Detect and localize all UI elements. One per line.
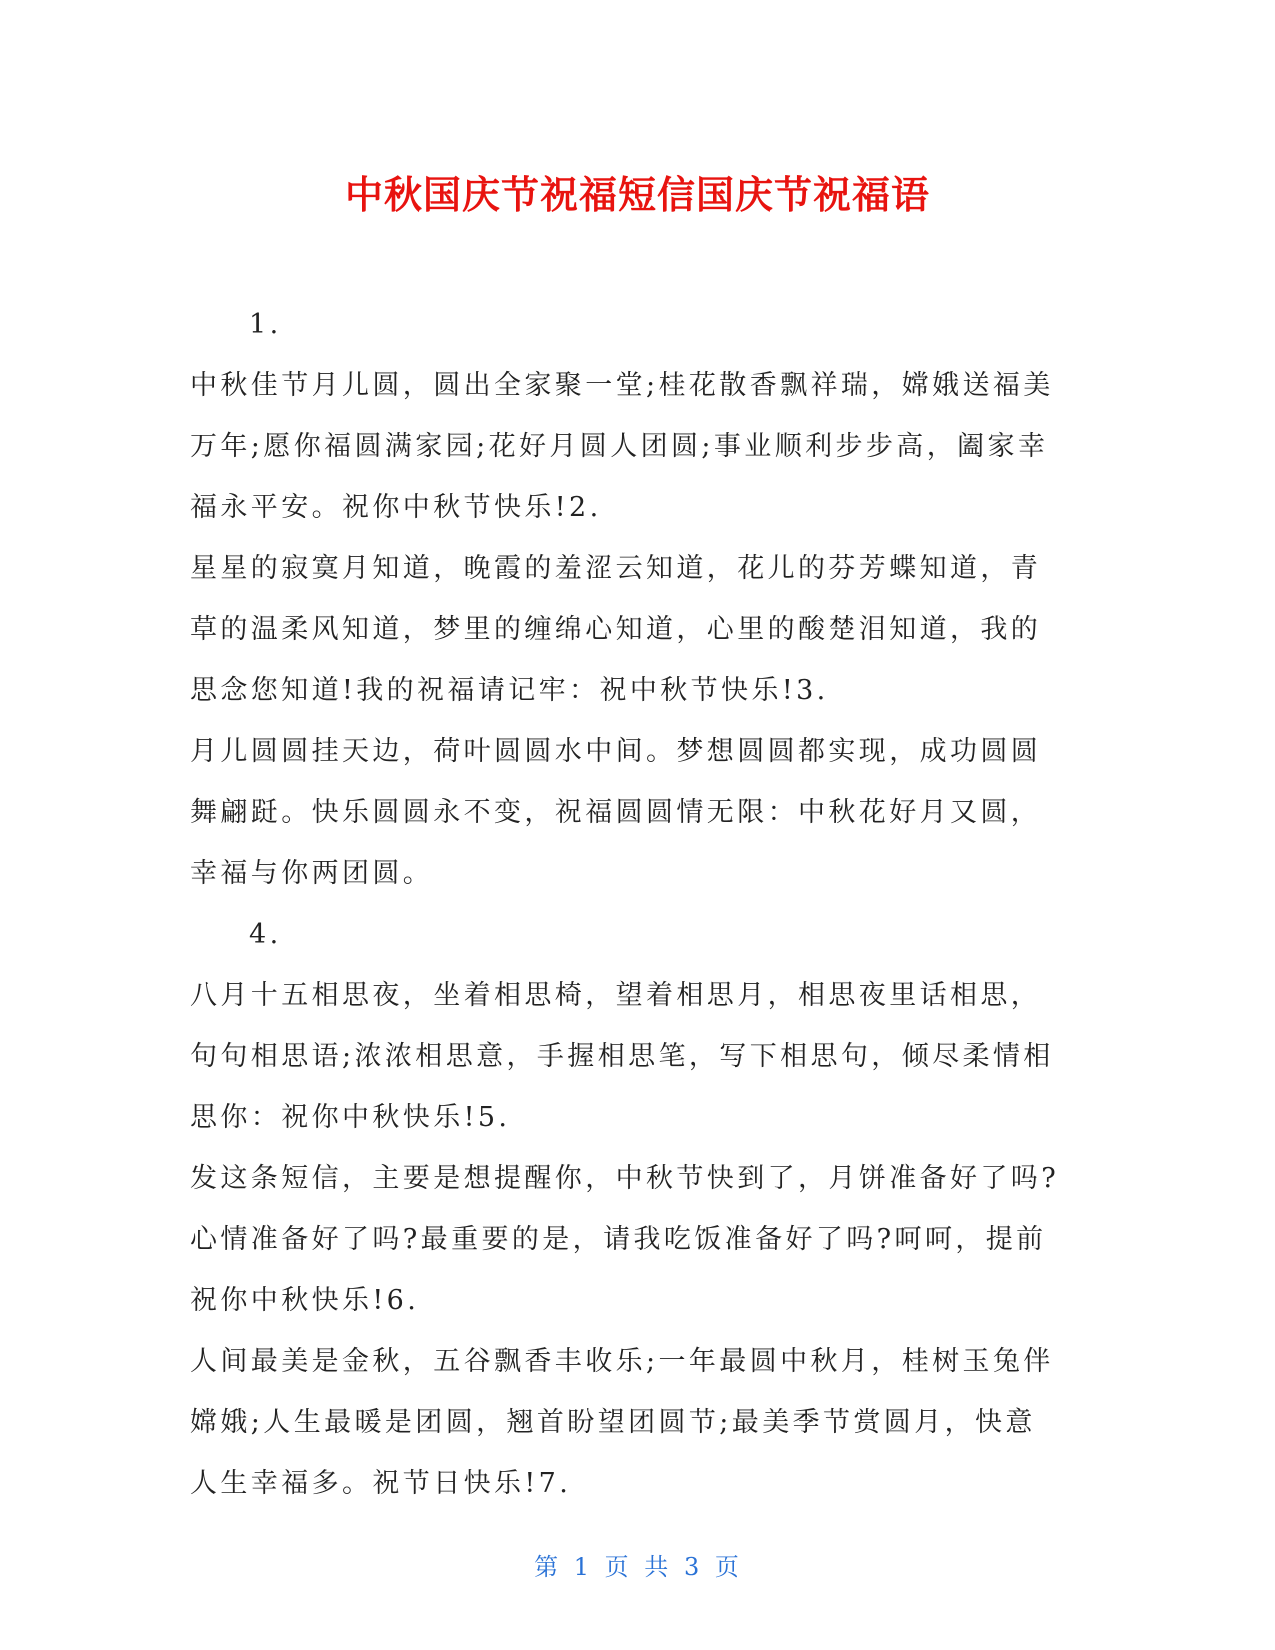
document-body bbox=[190, 294, 1080, 1514]
page-number-footer: 第 1 页 共 3 页 bbox=[534, 1553, 741, 1581]
text-line: 嫦娥;人生最暖是团圆，翘首盼望团圆节;最美季节赏圆月，快意 bbox=[190, 1407, 1036, 1438]
text-line: 人间最美是金秋，五谷飘香丰收乐;一年最圆中秋月，桂树玉兔伴 bbox=[190, 1346, 1054, 1377]
text-line: 舞翩跹。快乐圆圆永不变，祝福圆圆情无限：中秋花好月又圆， bbox=[190, 797, 1042, 828]
text-line: 发这条短信，主要是想提醒你，中秋节快到了，月饼准备好了吗? bbox=[190, 1163, 1060, 1194]
text-line: 人生幸福多。祝节日快乐!7. bbox=[190, 1468, 572, 1499]
text-line: 思念您知道!我的祝福请记牢：祝中秋节快乐!3. bbox=[190, 675, 829, 706]
text-line: 月儿圆圆挂天边，荷叶圆圆水中间。梦想圆圆都实现，成功圆圆 bbox=[190, 736, 1042, 767]
text-line: 八月十五相思夜，坐着相思椅，望着相思月，相思夜里话相思， bbox=[190, 980, 1042, 1011]
text-line: 福永平安。祝你中秋节快乐!2. bbox=[190, 492, 602, 523]
text-line: 幸福与你两团圆。 bbox=[190, 858, 434, 889]
text-line: 万年;愿你福圆满家园;花好月圆人团圆;事业顺利步步高，阖家幸 bbox=[190, 431, 1049, 462]
document-title: 中秋国庆节祝福短信国庆节祝福语 bbox=[344, 173, 930, 217]
text-line: 祝你中秋快乐!6. bbox=[190, 1285, 420, 1316]
text-line: 思你：祝你中秋快乐!5. bbox=[190, 1102, 511, 1133]
text-line: 中秋佳节月儿圆，圆出全家聚一堂;桂花散香飘祥瑞，嫦娥送福美 bbox=[190, 370, 1054, 401]
text-line: 句句相思语;浓浓相思意，手握相思笔，写下相思句，倾尽柔情相 bbox=[190, 1041, 1054, 1072]
text-line: 星星的寂寞月知道，晚霞的羞涩云知道，花儿的芬芳蝶知道，青 bbox=[190, 553, 1042, 584]
paragraph-number: 4. bbox=[249, 919, 282, 950]
text-line: 心情准备好了吗?最重要的是，请我吃饭准备好了吗?呵呵，提前 bbox=[190, 1224, 1047, 1255]
text-line: 草的温柔风知道，梦里的缠绵心知道，心里的酸楚泪知道，我的 bbox=[190, 614, 1042, 645]
paragraph-number: 1. bbox=[249, 309, 282, 340]
